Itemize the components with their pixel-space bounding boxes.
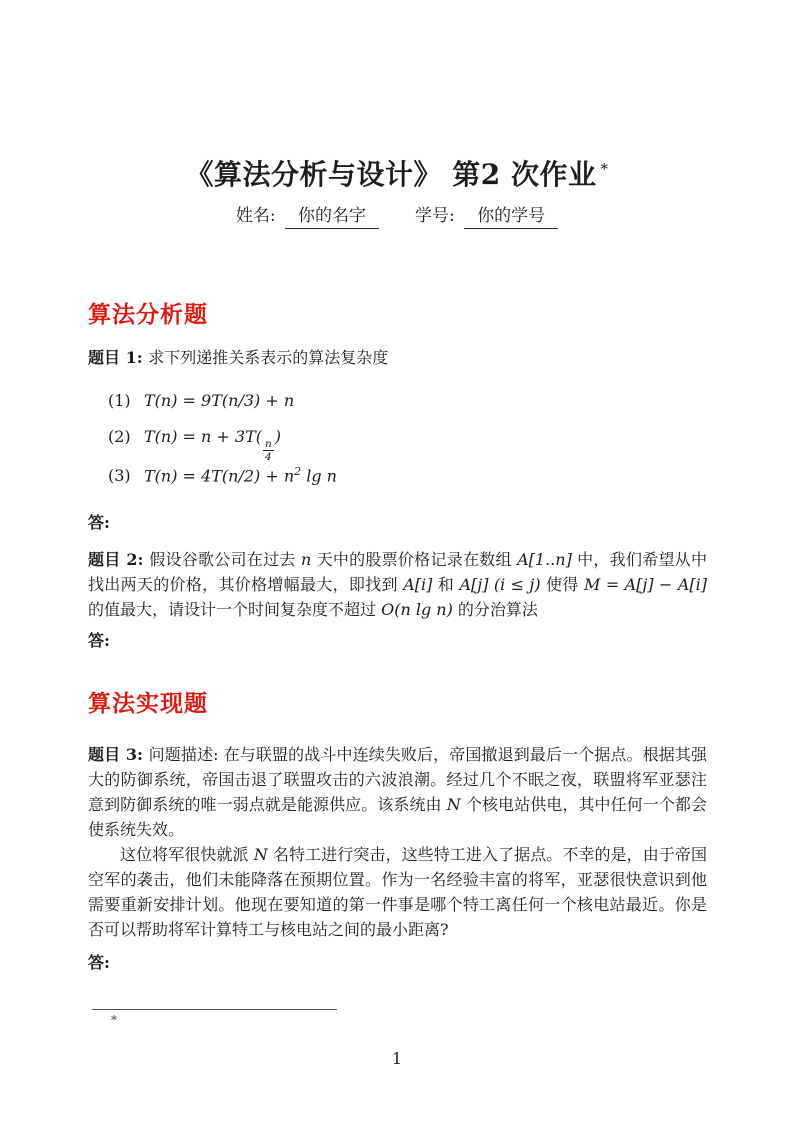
- question-3-paragraph-1: [88, 742, 707, 842]
- document-title: [0, 153, 794, 193]
- question-2-text: 假设谷歌公司在过去: [149, 550, 301, 569]
- fraction-numerator: n: [265, 437, 272, 450]
- inline-math-m: M = A[j] − A[i]: [584, 575, 707, 594]
- answer-label-3: 答:: [88, 953, 110, 972]
- question-3-text: 个核电站供电，其中任何一个都会使系统失效。: [88, 795, 707, 839]
- question-2-text: 使得: [540, 575, 585, 594]
- answer-label-1: 答:: [88, 513, 110, 532]
- question-1-label: 题目 1:: [88, 348, 149, 367]
- equation-3-math-post: lg n: [301, 466, 337, 486]
- section-heading-implementation: 算法实现题: [88, 691, 208, 717]
- equation-3-exponent: 2: [294, 465, 302, 478]
- inline-math-n: n: [300, 550, 312, 569]
- student-id-value: 你的学号: [464, 201, 558, 229]
- document-title-text: 《算法分析与设计》 第2 次作业: [185, 157, 597, 191]
- title-footnote-marker: *: [600, 159, 609, 178]
- question-3-label: 题目 3:: [88, 745, 149, 764]
- page-number: 1: [391, 1049, 403, 1068]
- question-2-text: 天中的股票价格记录在数组: [311, 550, 518, 569]
- equation-2-math-post: ): [274, 427, 282, 446]
- inline-math-array: A[1..n]: [517, 550, 572, 569]
- question-1-text: 求下列递推关系表示的算法复杂度: [148, 348, 389, 367]
- equation-1-number: (1): [108, 391, 131, 410]
- equation-3-number: (3): [108, 466, 131, 486]
- equation-2-fraction: [263, 438, 274, 463]
- equation-2-number: (2): [108, 427, 131, 446]
- equation-2: [108, 427, 727, 463]
- question-3-text: 这位将军很快就派: [120, 845, 254, 864]
- question-2-text: 的分治算法: [452, 600, 538, 619]
- question-2-text: 的值最大，请设计一个时间复杂度不超过: [88, 600, 382, 619]
- equation-3-math-pre: T(n) = 4T(n/2) + n: [144, 466, 295, 486]
- question-3-paragraph-2: [88, 842, 707, 942]
- section-heading-analysis: 算法分析题: [88, 302, 208, 328]
- question-3-text: 问题描述: 在与联盟的战斗中连续失败后，帝国撤退到最后一个据点。根据其强大的防御系统，帝国击退了联盟攻击的六波浪潮。经过几个不眠之夜，联盟将军亚瑟注意到防御系统的唯一弱点就是能源供应。该系统由: [88, 745, 707, 814]
- footnote-marker: *: [111, 1013, 117, 1027]
- name-field-group: [236, 201, 379, 229]
- question-3: [88, 742, 707, 942]
- inline-math-ai: A[i]: [403, 575, 433, 594]
- inline-math-N: N: [253, 845, 268, 864]
- question-2-text: 中，我们希望从中找出两天的价格，其价格增幅最大，即找到: [88, 550, 707, 594]
- question-2: [88, 547, 707, 622]
- answer-label-2: 答:: [88, 631, 110, 650]
- name-value: 你的名字: [285, 201, 379, 229]
- equation-1: [108, 391, 727, 410]
- question-3-text: 名特工进行突击，这些特工进入了据点。不幸的是，由于帝国空军的袭击，他们未能降落在预期位置。作为一名经验丰富的将军，亚瑟很快意识到他需要重新安排计划。他现在要知道的第一件事是哪个特工离任何一个核电站最近。你是否可以帮助将军计算特工与核电站之间的最小距离?: [88, 845, 707, 939]
- inline-math-complexity: O(n lg n): [381, 600, 453, 619]
- inline-math-N: N: [446, 795, 461, 814]
- question-2-text: 和: [432, 575, 460, 594]
- author-line: [0, 201, 794, 229]
- student-id-label: 学号:: [415, 206, 461, 226]
- inline-math-aj: A[j] (i ≤ j): [459, 575, 541, 594]
- name-label: 姓名:: [235, 206, 281, 226]
- equation-1-math: T(n) = 9T(n/3) + n: [144, 391, 295, 410]
- student-id-field-group: [415, 201, 558, 229]
- question-2-label: 题目 2:: [88, 550, 150, 569]
- equation-3: [108, 465, 727, 485]
- equation-2-math-pre: T(n) = n + 3T(: [144, 427, 263, 446]
- fraction-denominator: 4: [265, 450, 272, 463]
- footnote-rule: [92, 1009, 337, 1010]
- question-1: [88, 345, 707, 370]
